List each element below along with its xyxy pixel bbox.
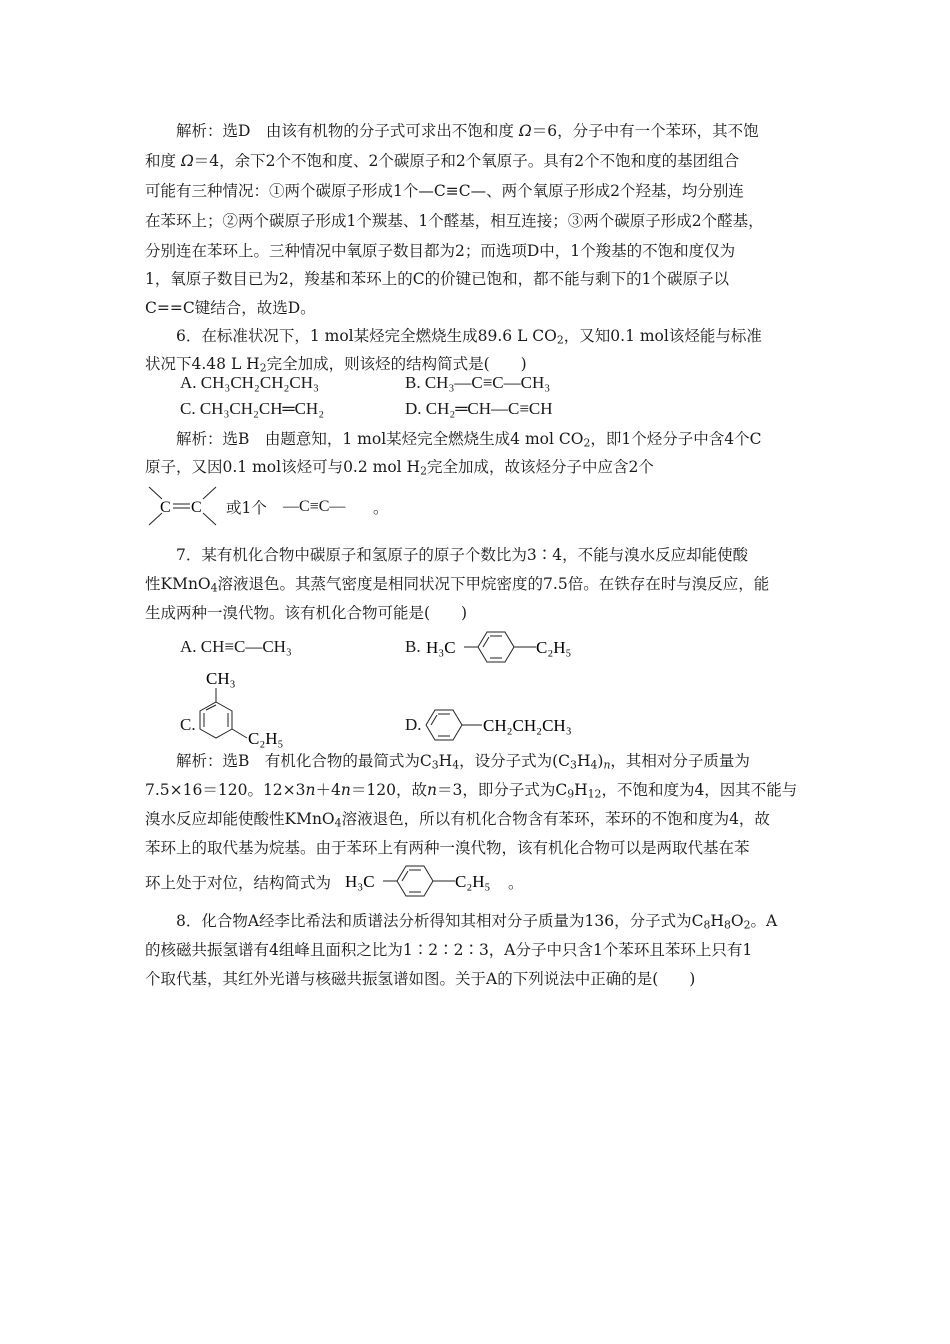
q7-option-c-structure bbox=[194, 666, 304, 748]
q6-analysis-line-1: 解析：选B 由题意知，1 mol某烃完全燃烧生成4 mol $CO_2$，即1个烃分子中含4个C bbox=[176, 430, 762, 450]
q7-analysis-line-5b: 。 bbox=[508, 874, 524, 892]
q5-analysis-line-3: 可能有三种情况：①两个碳原子形成1个—C≡C—、两个氧原子形成2个羟基，均分别连 bbox=[145, 182, 744, 200]
q6-stem-line-2: 状况下4.48 L $H_2$完全加成，则该烃的结构简式是( ) bbox=[145, 355, 527, 375]
q7-analysis-structure bbox=[343, 862, 508, 900]
propyl-label: CH₂CH₂CH₃ bbox=[483, 716, 572, 735]
q8-stem-line-2: 的核磁共振氢谱有4组峰且面积之比为1∶2∶2∶3，A分子中只含1个苯环且苯环上只有1 bbox=[145, 941, 753, 959]
q8-stem-line-1: 8．化合物A经李比希法和质谱法分析得知其相对分子质量为136，分子式为$C_8H_8O_2$。A bbox=[176, 912, 778, 932]
q6-analysis-line-3a: 或1个 bbox=[226, 499, 267, 517]
q6-option-a: A. CH₃CH₂CH₂CH₃ bbox=[180, 373, 319, 392]
q6-analysis-line-3b: 。 bbox=[373, 499, 389, 517]
alkene-structure bbox=[143, 483, 225, 529]
q7-analysis-line-1: 解析：选B 有机化合物的最简式为$C_3H_4$，设分子式为$(C_3H_4)_n$，其相对分子质量为 bbox=[176, 752, 750, 772]
q5-analysis-line-2: 和度 Ω＝4，余下2个不饱和度、2个碳原子和2个氧原子。具有2个不饱和度的基团组合 bbox=[145, 152, 740, 170]
q6-stem-line-1: 6．在标准状况下，1 mol某烃完全燃烧生成89.6 L $CO_2$，又知0.1 mol该烃能与标准 bbox=[176, 327, 762, 347]
q7-analysis-line-3: 溴水反应却能使酸性KMnO$_4$溶液退色，所以有机化合物含有苯环，苯环的不饱和度为4，故 bbox=[145, 810, 770, 830]
alkene-carbon-left: C bbox=[160, 499, 171, 516]
q7-analysis-line-4: 苯环上的取代基为烷基。由于苯环上有两种一溴代物，该有机化合物可以是两取代基在苯 bbox=[145, 839, 750, 857]
q8-stem-line-3: 个取代基，其红外光谱与核磁共振氢谱如图。关于A的下列说法中正确的是( ) bbox=[145, 970, 696, 988]
q6-analysis-line-2: 原子，又因0.1 mol该烃可与0.2 mol $H_2$完全加成，故该烃分子中应含2个 bbox=[145, 458, 654, 478]
q7-option-d-label: D. bbox=[405, 715, 422, 734]
q7-option-d-structure bbox=[422, 705, 602, 745]
q6-option-d: D. CH₂═CH—C≡CH bbox=[405, 399, 553, 418]
q7-option-c-label: C. bbox=[180, 715, 196, 734]
alkene-carbon-right: C bbox=[191, 499, 202, 516]
q5-analysis-line-4: 在苯环上；②两个碳原子形成1个羰基、1个醛基，相互连接；③两个碳原子形成2个醛基， bbox=[145, 212, 764, 230]
q7-stem-line-2: 性KMnO$_4$溶液退色。其蒸气密度是相同状况下甲烷密度的7.5倍。在铁存在时与溴反应，能 bbox=[145, 575, 770, 595]
methyl-label: CH₃ bbox=[206, 669, 236, 688]
q5-analysis-line-6: 1，氧原子数目已为2，羧基和苯环上的C的价键已饱和，都不能与剩下的1个碳原子以 bbox=[145, 270, 729, 288]
q6-option-c: C. CH₃CH₂CH═CH₂ bbox=[180, 399, 325, 418]
q7-analysis-line-2: 7.5×16＝120。12×3n＋4n＝120，故n＝3，即分子式为$C_9H_{12}$，不饱和度为4，因其不能与 bbox=[145, 781, 798, 801]
q7-option-b-structure bbox=[424, 627, 609, 667]
alkyne-group: —C≡C— bbox=[283, 498, 346, 515]
ethyl-label: C₂H₅ bbox=[455, 872, 491, 891]
methyl-label: H₃C bbox=[426, 638, 456, 657]
q5-analysis-line-7: C==C键结合，故选D。 bbox=[145, 299, 316, 317]
q7-stem-line-3: 生成两种一溴代物。该有机化合物可能是( ) bbox=[145, 604, 468, 622]
ethyl-label: C₂H₅ bbox=[248, 729, 284, 748]
q7-option-b-label: B. bbox=[405, 637, 421, 656]
q7-option-a: A. CH≡C—CH₃ bbox=[180, 637, 292, 656]
q5-analysis-line-5: 分别连在苯环上。三种情况中氧原子数目都为2；而选项D中，1个羧基的不饱和度仅为 bbox=[145, 242, 736, 260]
methyl-label: H₃C bbox=[345, 872, 375, 891]
q6-option-b: B. CH₃—C≡C—CH₃ bbox=[405, 373, 551, 392]
q7-stem-line-1: 7．某有机化合物中碳原子和氢原子的原子个数比为3∶4，不能与溴水反应却能使酸 bbox=[176, 546, 749, 564]
q7-analysis-line-5a: 环上处于对位，结构简式为 bbox=[145, 874, 332, 892]
q5-analysis-line-1: 解析：选D 由该有机物的分子式可求出不饱和度 Ω＝6，分子中有一个苯环，其不饱 bbox=[176, 122, 759, 140]
ethyl-label: C₂H₅ bbox=[536, 638, 572, 657]
